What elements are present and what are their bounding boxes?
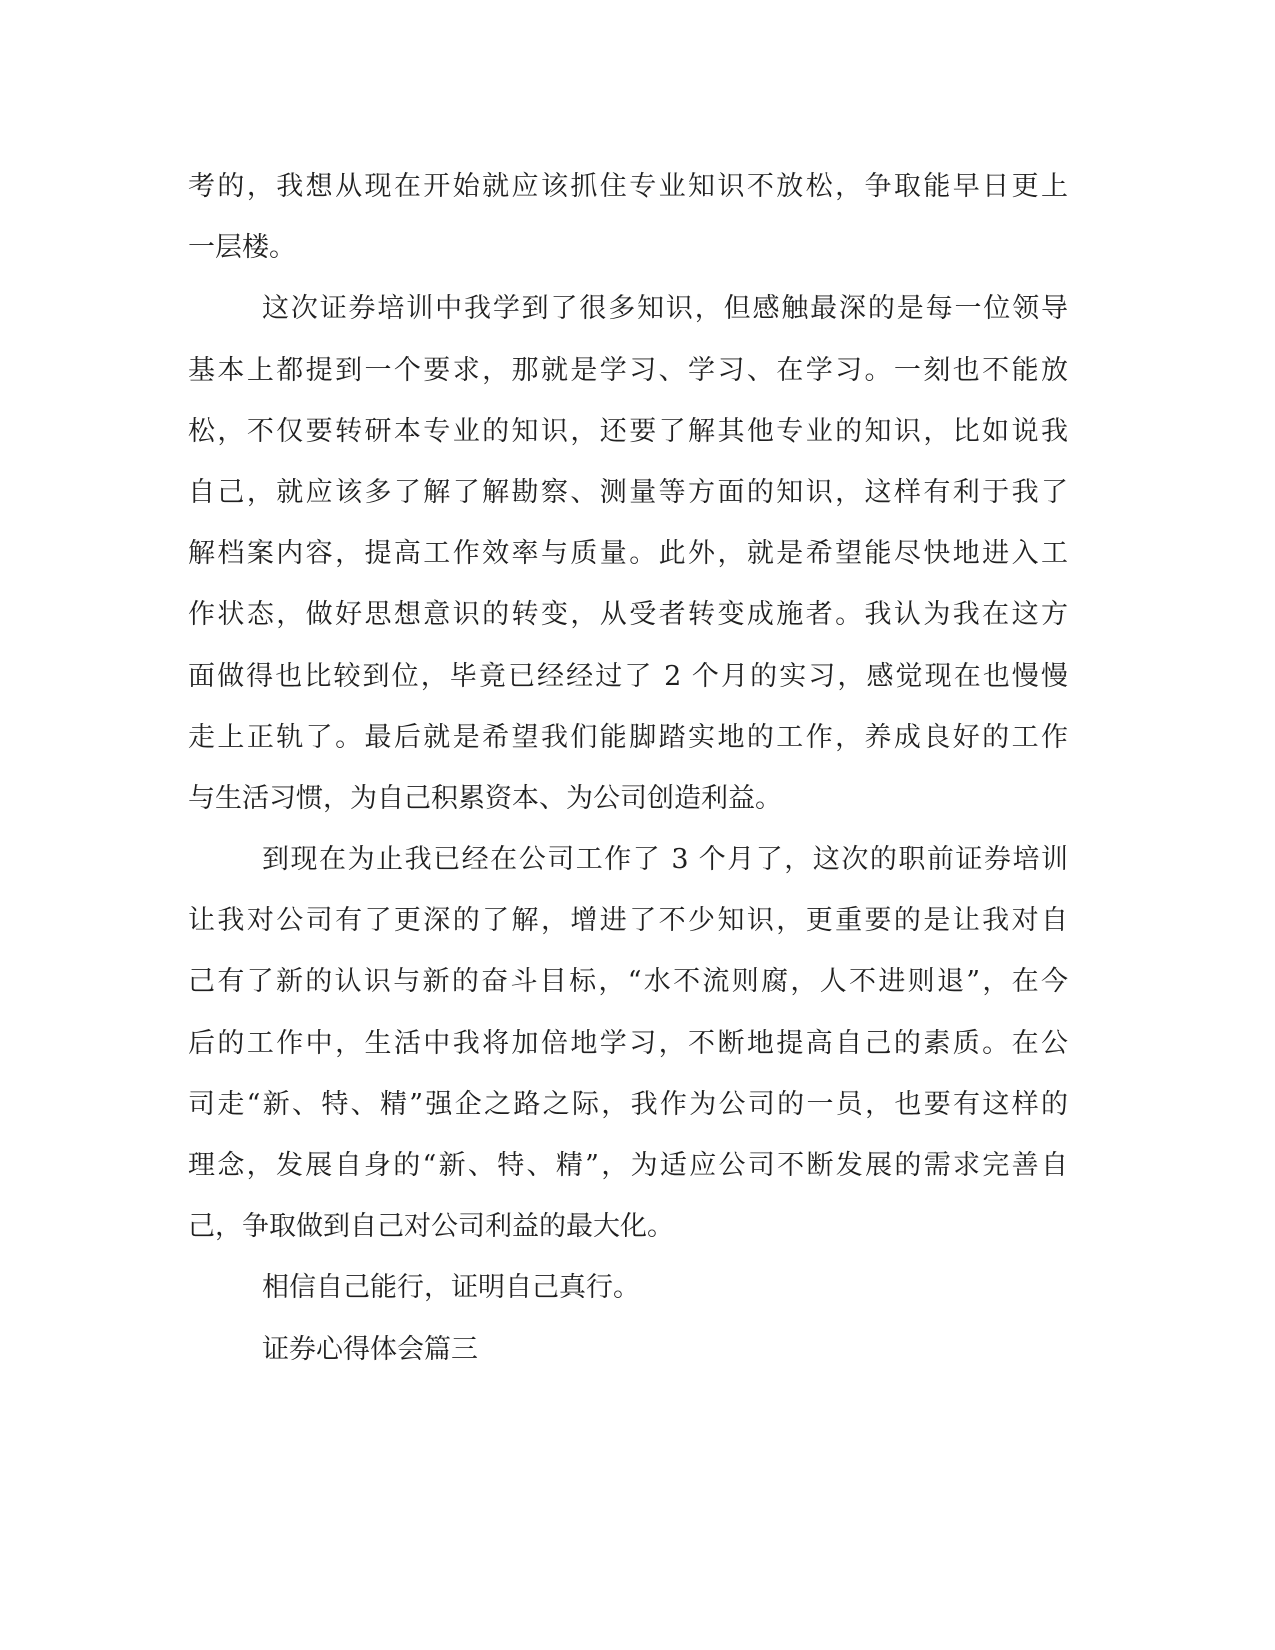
text-line: 走上正轨了。最后就是希望我们能脚踏实地的工作，养成良好的工作 [188,721,1068,753]
paragraph-2 [188,278,1068,829]
text-line: 自己，就应该多了解了解勘察、测量等方面的知识，这样有利于我了 [188,476,1068,508]
text-line: 作状态，做好思想意识的转变，从受者转变成施者。我认为我在这方 [188,599,1068,631]
text-line: 司走“新、特、精”强企之路之际，我作为公司的一员，也要有这样的 [188,1088,1068,1120]
text-line: 松，不仅要转研本专业的知识，还要了解其他专业的知识，比如说我 [188,415,1068,447]
text-line: 理念，发展自身的“新、特、精”，为适应公司不断发展的需求完善自 [188,1150,1068,1181]
section-heading [188,1319,1068,1380]
text-line: 面做得也比较到位，毕竟已经经过了 2 个月的实习，感觉现在也慢慢 [188,660,1068,692]
document-body [188,156,1068,1380]
text-line: 基本上都提到一个要求，那就是学习、学习、在学习。一刻也不能放 [188,354,1068,386]
text-line: 考的，我想从现在开始就应该抓住专业知识不放松，争取能早日更上 [188,171,1068,202]
text-line: 己，争取做到自己对公司利益的最大化。 [188,1211,674,1243]
text-line: 相信自己能行，证明自己真行。 [262,1272,640,1304]
text-line: 证券心得体会篇三 [262,1333,478,1365]
paragraph-3 [188,829,1068,1257]
text-line: 到现在为止我已经在公司工作了 3 个月了，这次的职前证券培训 [262,844,1068,876]
text-line: 让我对公司有了更深的了解，增进了不少知识，更重要的是让我对自 [188,905,1068,937]
text-line: 后的工作中，生活中我将加倍地学习，不断地提高自己的素质。在公 [188,1027,1068,1059]
text-line: 与生活习惯，为自己积累资本、为公司创造利益。 [188,782,782,814]
paragraph-1 [188,156,1068,278]
text-line: 己有了新的认识与新的奋斗目标，“水不流则腐，人不进则退”，在今 [188,966,1068,998]
text-line: 一层楼。 [188,232,296,264]
text-line: 解档案内容，提高工作效率与质量。此外，就是希望能尽快地进入工 [188,538,1068,570]
text-line: 这次证券培训中我学到了很多知识，但感触最深的是每一位领导 [262,293,1068,325]
paragraph-4 [188,1257,1068,1318]
